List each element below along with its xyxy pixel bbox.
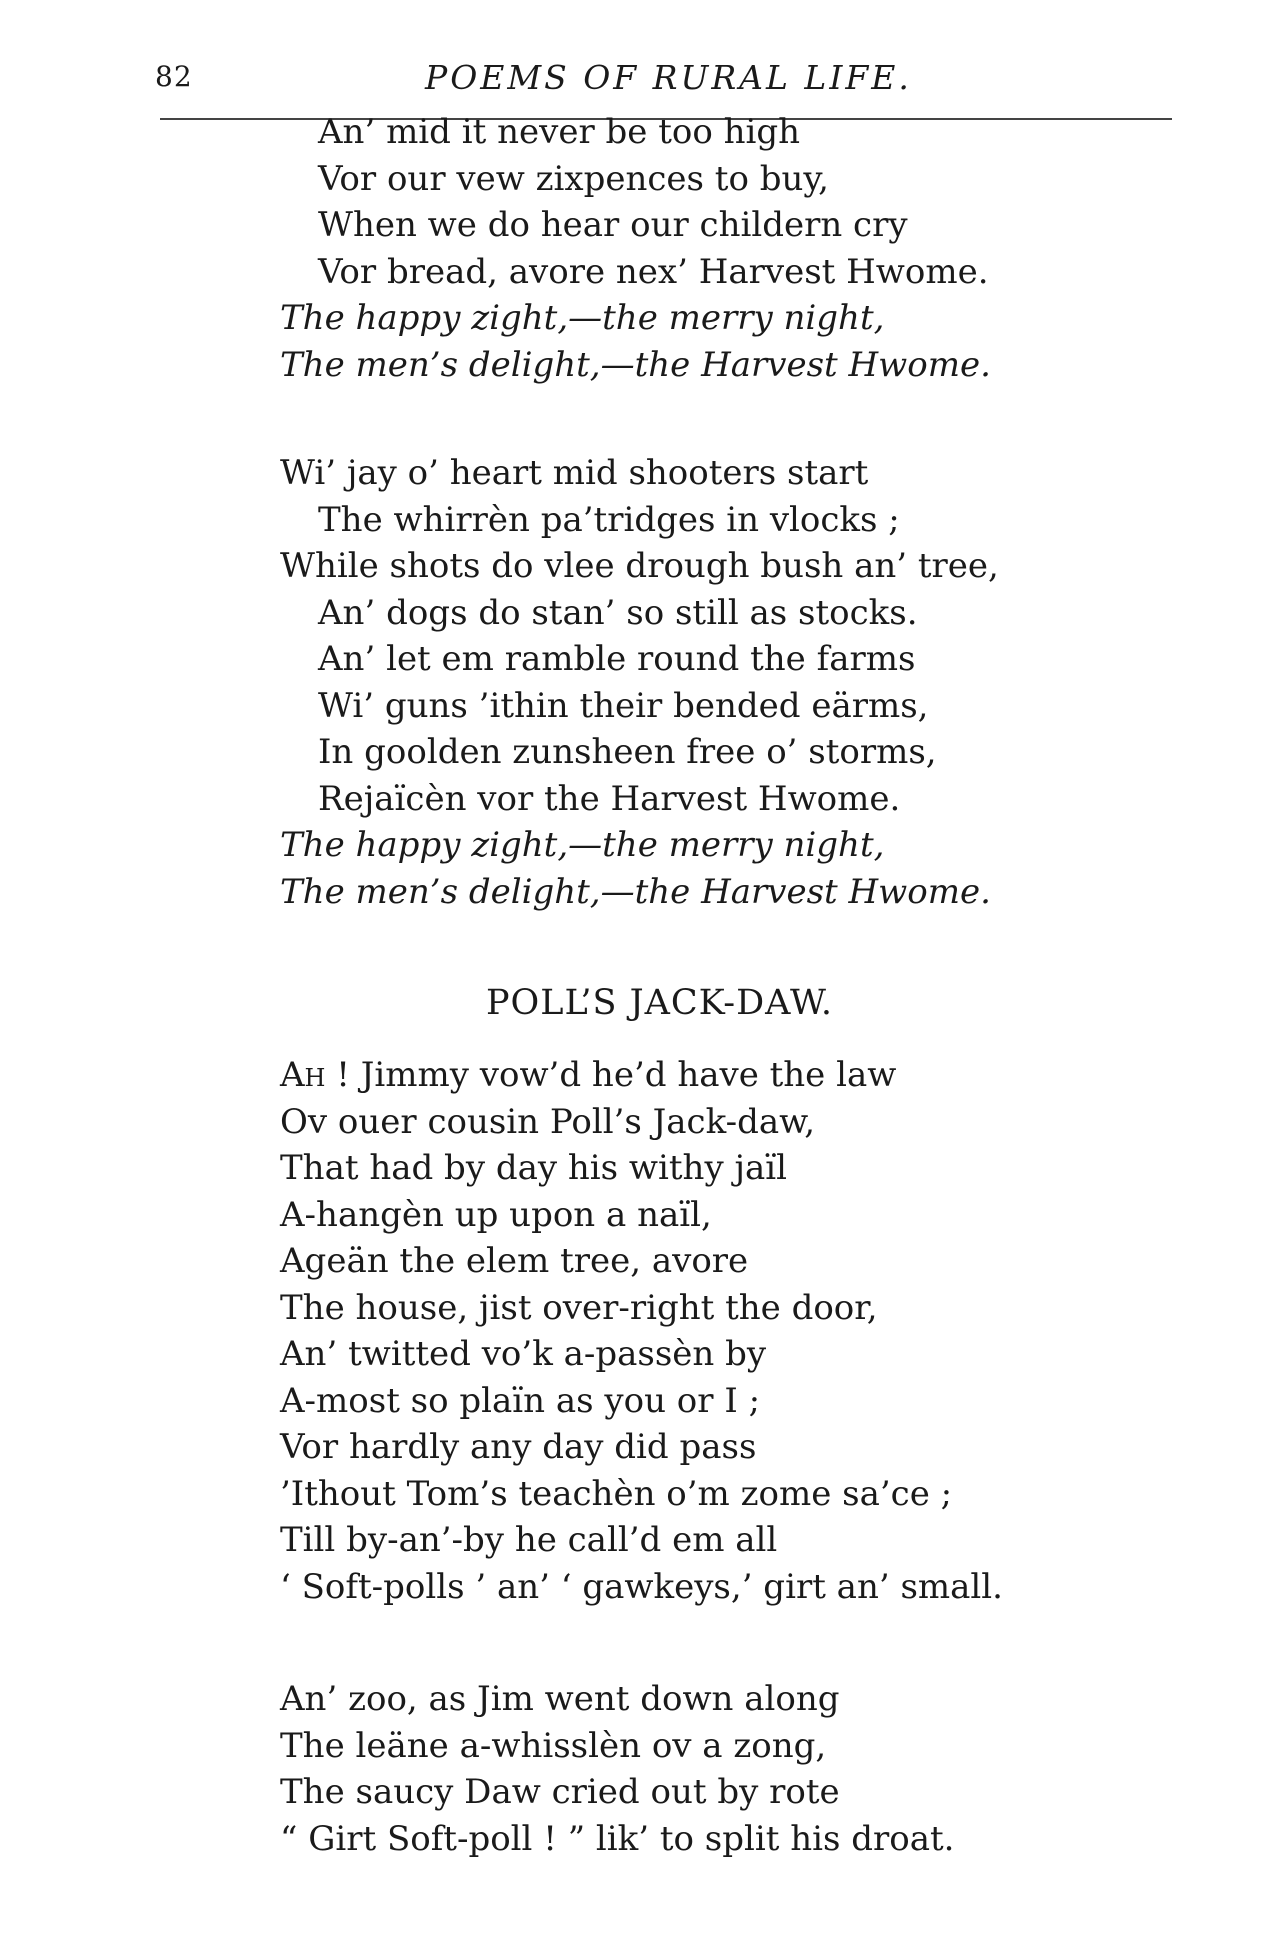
stanza-jackdaw-1 [280, 1052, 1003, 1610]
verse-line: Ov ouer cousin Poll’s Jack-daw, [280, 1101, 816, 1142]
verse-line: The saucy Daw cried out by rote [280, 1772, 840, 1812]
stanza-harvest-2 [280, 450, 999, 915]
verse-line: A-most so plaïn as you or I ; [280, 1380, 761, 1421]
verse-line: An’ let em ramble round the farms [318, 639, 916, 679]
verse-line: Till by-an’-by he call’d em all [280, 1520, 778, 1560]
verse-line: ‘ Soft-polls ’ an’ ‘ gawkeys,’ girt an’ small. [280, 1566, 1003, 1607]
refrain-line: The men’s delight,—the Harvest Hwome. [280, 871, 991, 912]
refrain-line: The men’s delight,—the Harvest Hwome. [280, 344, 991, 385]
verse-line: In goolden zunsheen free o’ storms, [318, 732, 937, 772]
verse-line: An’ twitted vo’k a-passèn by [280, 1334, 767, 1374]
verse-line: The whirrèn pa’tridges in vlocks ; [318, 499, 900, 540]
first-line-rest: ! Jimmy vow’d he’d have the law [325, 1055, 897, 1095]
verse-line: Rejaïcèn vor the Harvest Hwome. [318, 778, 901, 819]
first-word-small-caps: Ah [280, 1055, 326, 1095]
page-number: 82 [155, 60, 193, 93]
verse-line: An’ zoo, as Jim went down along [280, 1679, 840, 1719]
verse-line: “ Girt Soft-poll ! ” lik’ to split his droat. [280, 1818, 955, 1859]
verse-line: Wi’ jay o’ heart mid shooters start [280, 453, 869, 493]
verse-line: Wi’ guns ’ithin their bended eärms, [318, 685, 929, 726]
poem-title: POLL’S JACK-DAW. [486, 983, 833, 1023]
verse-line: When we do hear our childern cry [318, 205, 908, 245]
verse-line: Ageän the elem tree, avore [280, 1241, 749, 1281]
running-title: POEMS OF RURAL LIFE. [425, 58, 912, 97]
refrain-line: The happy zight,—the merry night, [280, 825, 885, 865]
page-header [155, 58, 1175, 102]
refrain-line: The happy zight,—the merry night, [280, 298, 885, 338]
verse-line: The leäne a-whisslèn ov a zong, [280, 1725, 827, 1766]
verse-line: ’Ithout Tom’s teachèn o’m zome sa’ce ; [280, 1473, 953, 1514]
verse-line: Vor our vew zixpences to buy, [318, 158, 829, 199]
verse-line [280, 1052, 1003, 1099]
verse-line: A-hangèn up upon a naïl, [280, 1194, 712, 1235]
verse-line: While shots do vlee drough bush an’ tree, [280, 546, 999, 586]
stanza-harvest-1 [280, 109, 991, 388]
verse-line: An’ mid it never be too high [318, 112, 801, 152]
stanza-jackdaw-2 [280, 1676, 955, 1862]
verse-line: That had by day his withy jaïl [280, 1148, 788, 1188]
verse-line: An’ dogs do stan’ so still as stocks. [318, 592, 918, 633]
verse-line: The house, jist over-right the door, [280, 1287, 878, 1328]
verse-line: Vor hardly any day did pass [280, 1427, 757, 1467]
verse-line: Vor bread, avore nex’ Harvest Hwome. [318, 251, 989, 292]
